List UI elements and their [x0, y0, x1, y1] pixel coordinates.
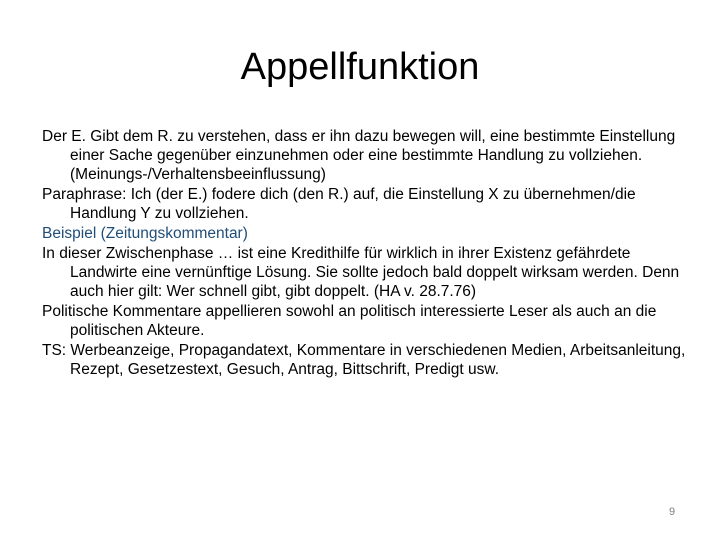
text-types-paragraph: TS: Werbeanzeige, Propagandatext, Kommentare in verschiedenen Medien, Arbeitsanleitung, Rezept, Gesetzestext, Gesuch, Antrag, Bittschrift, Predigt usw. [42, 342, 686, 378]
paraphrase-paragraph: Paraphrase: Ich (der E.) fodere dich (den R.) auf, die Einstellung X zu übernehmen/die Handlung Y zu vollziehen. [42, 186, 636, 222]
example-heading: Beispiel (Zeitungskommentar) [42, 225, 248, 242]
commentary-paragraph: Politische Kommentare appellieren sowohl an politisch interessierte Leser als auch an die politischen Akteure. [42, 303, 657, 339]
definition-paragraph: Der E. Gibt dem R. zu verstehen, dass er ihn dazu bewegen will, eine bestimmte Einstellung einer Sache gegenüber einzunehmen oder eine bestimmte Handlung zu vollziehen. (Meinungs-/Verhaltensbeeinflussung) [42, 128, 676, 183]
slide-body [42, 127, 687, 380]
example-quote-paragraph: In dieser Zwischenphase … ist eine Kredithilfe für wirklich in ihrer Existenz gefährdete Landwirte eine vernünftige Lösung. Sie sollte jedoch bald doppelt wirksam werden. Denn auch hier gilt: Wer schnell gibt, gibt doppelt. (HA v. 28.7.76) [42, 245, 680, 300]
page-number: 9 [668, 506, 676, 518]
slide-title: Appellfunktion [240, 46, 480, 88]
